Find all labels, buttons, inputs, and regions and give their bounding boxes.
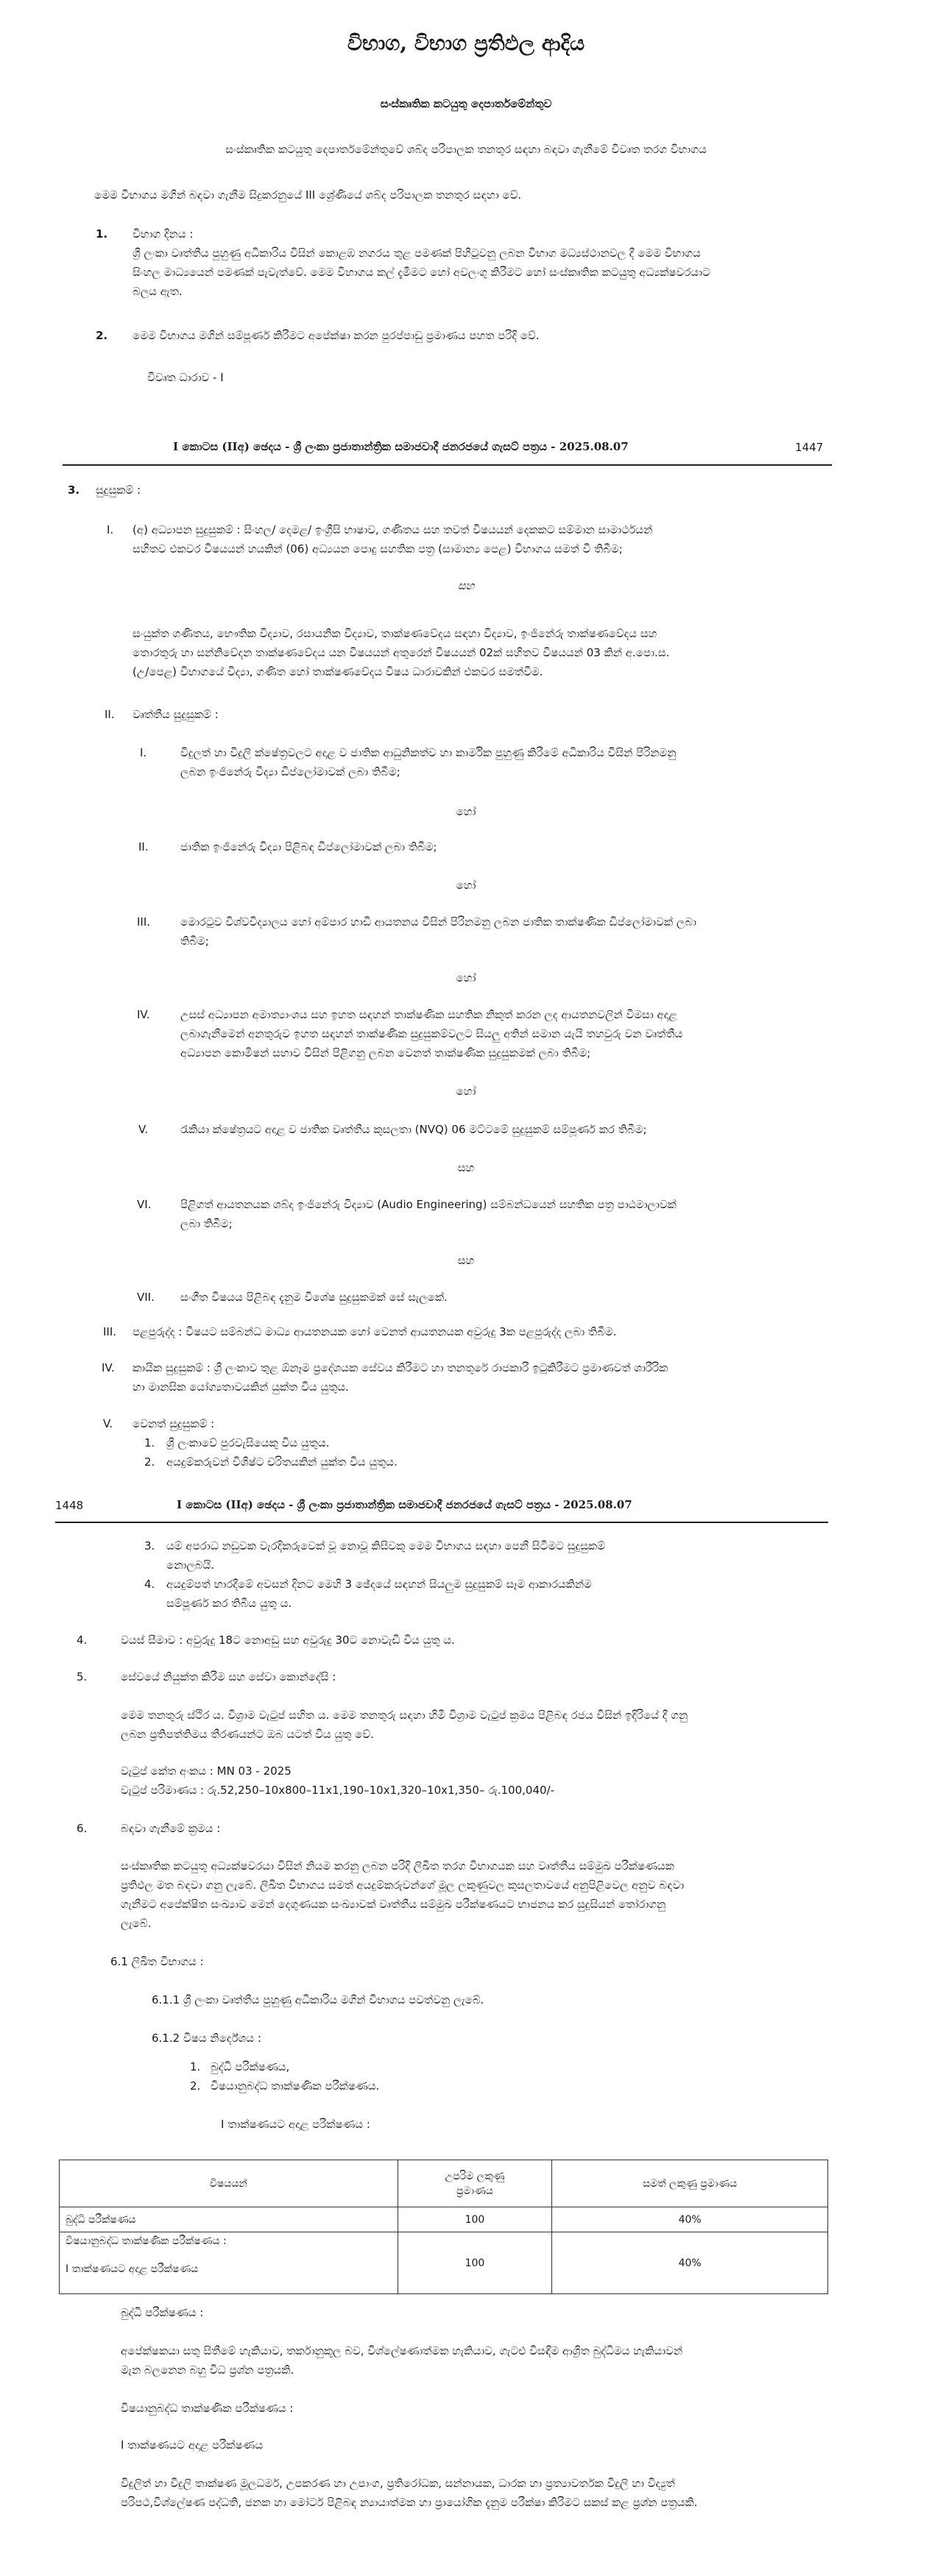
section-4-number: 4. bbox=[77, 1633, 88, 1647]
section-6-heading: බඳවා ගැනීමේ ක්‍රමය : bbox=[121, 1822, 221, 1835]
iq-test-heading: බුද්ධි පරීක්ෂණය : bbox=[121, 2306, 204, 2319]
subsection-6-1-1: 6.1.1 ශ්‍රී ලංකා වෘත්තීය පුහුණු අධිකාරිය මගින් විභාගය පවත්වනු ලැබේ. bbox=[152, 1993, 484, 2006]
list-item-number: V. bbox=[138, 1123, 149, 1136]
salary-scale: වැටුප් පරිමාණය : රු.52,250–10x800–11x1,190–10x1,320–10x1,350– රු.100,040/- bbox=[121, 1784, 555, 1797]
roman-I: I. bbox=[107, 523, 114, 536]
technical-text: විදුලිත් හා විදුලි තාක්ෂණ මූලධර්ම, උපකරණ හා උපාංග, ප්‍රතිරෝධක, සන්නායක, ධාරක හා ප්‍රත්‍යාවර්තක විදුලි හා විද්‍යුත් bbox=[121, 2477, 675, 2490]
technical-sub-heading: I තාක්ෂණයට අදාළ පරීක්ෂණය bbox=[121, 2438, 264, 2452]
list-item: බුද්ධි පරීක්ෂණය, bbox=[211, 2060, 290, 2073]
section-2-text: මෙම විභාගය මගින් සම්පූර්ණ කිරීමට අපේක්ෂා කරන පුරප්පාඩු ප්‍රමාණය පහත පරිදි වේ. bbox=[133, 329, 540, 342]
gazette-header: I කොටස (IIඅ) ඡෙදය - ශ්‍රී ලංකා ප්‍රජාතාන්ත්‍රික සමාජවාදී ජනරජයේ ගැසට් පත්‍රය - 2025.08.07 bbox=[177, 1498, 632, 1511]
roman-II: II. bbox=[105, 708, 115, 721]
exam-title: සංස්කෘතික කටයුතු දෙපාර්තමේන්තුවේ ශබ්ද පරිපාලක තනතුර සඳහා බඳවා ගැනීමේ විවෘත තරග විභාගය bbox=[225, 143, 707, 156]
list-item: යම් අපරාධ නඩුවක වැරදිකරුවෙක් වූ නොවූ කිසිවකු මෙම විභාගය සඳහා පෙනී සිටීමට සුදුසුකම් bbox=[166, 1539, 605, 1553]
recruitment-text: ප්‍රතිඵල මත බඳවා ගනු ලැබේ. ලිඛිත විභාගය සමත් අයදුම්කරුවන්ගේ මූල ලකුණුවල කුසලතාවයේ අනුපිළිවෙල අනුව බඳවා bbox=[121, 1878, 685, 1892]
list-item-number: 1. bbox=[190, 2060, 201, 2073]
iq-test-text: මැන බලනෙන බහු විධ ප්‍රශ්න පත්‍රයකි. bbox=[121, 2363, 294, 2377]
professional-heading: වෘත්තීය සුදුසුකම් : bbox=[133, 708, 219, 721]
list-item: විදුලත් හා විදුලි ක්ෂේත්‍රවලට අදාළ ව ජාතික ආධුනිකත්ව හා කාර්මික පුහුණු කිරීමේ අධිකාරිය විසින් පිරිනමනු bbox=[180, 746, 677, 759]
connector-ho: හෝ bbox=[456, 971, 476, 984]
list-item: තිබීම; bbox=[180, 934, 209, 948]
roman-III: III. bbox=[103, 1325, 117, 1338]
education-line: (උ/පෙළ) විභාගයේ විද්‍යා, ගණිත හෝ තාක්ෂණවේදය විෂය ධාරාවකින් එකවර සමත්වීම. bbox=[133, 665, 543, 678]
list-item: ජාතික ඉංජිනේරු විද්‍යා පිළිබඳ ඩිප්ලෝමාවක් ලබා තිබීම; bbox=[180, 840, 437, 854]
table-cell: 40% bbox=[552, 2207, 828, 2232]
list-item: සංගීත විෂයය පිළිබඳ දැනුම විශේෂ සුදුසුකමක් සේ සැලකේ. bbox=[180, 1291, 448, 1304]
iq-test-text: අපේක්ෂකයා සතු සිතීමේ හැකියාව, තර්කානුකූල බව, විශ්ලේෂණාත්මක හැකියාව, ගැටළු විසඳීම ආශ්‍රිත බුද්ධිමය හැකියාවන් bbox=[121, 2344, 683, 2357]
connector-ho: හෝ bbox=[456, 805, 476, 818]
section-1-heading: විභාග දිනය : bbox=[133, 227, 194, 241]
education-line: සංයුක්ත ගණිතය, භෞතික විද්‍යාව, රසායනික විද්‍යාව, තාක්ෂණවේදය සඳහා විද්‍යාව, ඉංජිනේරු තාක්ෂණවේදය සහ bbox=[133, 627, 657, 640]
table-header-row bbox=[60, 2160, 828, 2207]
table-cell: බුද්ධි පරීක්ෂණය bbox=[60, 2207, 398, 2232]
table-cell: 100 bbox=[398, 2232, 552, 2294]
intro-text: මෙම විභාගය මගින් බඳවා ගැනීම සිදුකරනුයේ III ශ්‍රේණියේ ශබ්ද පරිපාලක තනතුර සඳහා වේ. bbox=[94, 188, 522, 202]
table-cell: 40% bbox=[552, 2232, 828, 2294]
list-item-number: III. bbox=[137, 915, 151, 929]
list-item-number: 3. bbox=[144, 1539, 155, 1553]
table-row bbox=[60, 2207, 828, 2232]
section-1-line: බලය ඇත. bbox=[133, 285, 183, 298]
physical-text: හා මානසික යෝග්‍යතාවයකින් යුක්ත විය යුතුය. bbox=[133, 1380, 349, 1394]
recruitment-text: සංස්කෘතික කටයුතු අධ්‍යක්ෂවරයා විසින් නියම කරනු ලබන පරිදි ලිඛිත තරග විභාගයක සහ වෘත්තීය සම්මුඛ පරීක්ෂණයක bbox=[121, 1859, 674, 1873]
list-item-number: IV. bbox=[137, 1008, 150, 1021]
list-item: අයදුම්පත් භාරදීමේ අවසන් දිනට මෙහි 3 ඡේදයේ සඳහන් සියලුම සුදුසුකම් සෑම ආකාරයකින්ම bbox=[166, 1578, 592, 1591]
list-item: ශ්‍රී ලංකාවේ පුරවැසියෙකු විය යුතුය. bbox=[166, 1436, 330, 1450]
section-5-heading: සේවයේ නියුක්ත කිරීම සහ සේවා කොන්දේසි : bbox=[121, 1670, 336, 1683]
table-row bbox=[60, 2232, 828, 2294]
list-item-number: I. bbox=[140, 746, 147, 759]
section-3-heading: සුදුසුකම් : bbox=[96, 483, 141, 497]
list-item-number: VI. bbox=[137, 1198, 152, 1211]
physical-text: කායික සුදුසුකම් : ශ්‍රී ලංකාව තුළ ඕනෑම ප්‍රදේශයක සේවය කිරීමට හා තනතුරේ රාජකාරී ඉටුකිරීමට ප්‍රමාණවත් ශාරීරික bbox=[133, 1361, 668, 1374]
education-line: (අ) අධ්‍යාපන සුදුසුකම් : සිංහල/ දෙමළ/ ඉංග්‍රීසි භාෂාව, ගණිතය සහ තවත් විෂයයන් දෙකකට සම්මාන සාමාර්ථයන් bbox=[133, 523, 653, 536]
education-line: සහිතව එකවර විෂයයන් හයකින් (06) අධ්‍යයන පොදු සහතික පත්‍ර (සාමාන්‍ය පෙළ) විභාගය සමත් වී තිබීම; bbox=[133, 542, 623, 556]
salary-code: වැටුප් කේත අංකය : MN 03 - 2025 bbox=[121, 1764, 292, 1778]
list-item: අයදුම්කරුවන් විශිෂ්ට චරිතයකින් යුක්ත විය යුතුය. bbox=[166, 1455, 398, 1469]
list-item-number: 1. bbox=[144, 1436, 155, 1450]
page-number: 1447 bbox=[795, 441, 824, 454]
list-item: සම්පූර්ණ කර තිබිය යුතු ය. bbox=[166, 1597, 292, 1610]
technical-test-heading: විෂයානුබද්ධ තාක්ෂණික පරීක්ෂණය : bbox=[121, 2402, 294, 2415]
section-1-number: 1. bbox=[96, 227, 108, 241]
subsection-6-1: 6.1 ලිඛිත විභාගය : bbox=[110, 1955, 204, 1968]
list-item: පිළිගත් ආයතනයක ශබ්ද ඉංජිනේරු විද්‍යාව (Audio Engineering) සම්බන්ධයෙන් සහතික පත්‍ර පාඨමාලාවක් bbox=[180, 1198, 677, 1211]
connector-saha: සහ bbox=[457, 1161, 475, 1174]
list-item: ලබා තිබීම; bbox=[180, 1217, 233, 1230]
sub-list-heading: I තාක්ෂණයට අදාළ පරීක්ෂණය : bbox=[221, 2118, 370, 2131]
list-item: අධ්‍යාපන කොමිෂන් සභාව විසින් පිළිගනු ලබන වෙනත් තාක්ෂණික සුදුසුකමක් ලබා තිබීම; bbox=[180, 1046, 591, 1060]
experience-text: පළපුරුද්ද : විෂයට සම්බන්ධ මාධ්‍ය ආයතනයක හෝ වෙනත් ආයතනයක අවුරුදු 3ක පළපුරුද්ද ලබා තිබීම. bbox=[133, 1325, 617, 1338]
page-title: විභාග, විභාග ප්‍රතිඵල ආදිය bbox=[347, 31, 585, 55]
age-limit-text: වයස් සීමාව : අවුරුදු 18ට නොඅඩු සහ අවුරුදු 30ට නොවැඩි විය යුතු ය. bbox=[121, 1633, 455, 1647]
service-text: මෙම තනතුරු ස්ථිර ය. විශ්‍රාම වැටුප් සහිත ය. මෙම තනතුරු සඳහා හිමි විශ්‍රාම වැටුප් ක්‍රමය පිළිබඳ රජය විසින් ඉදිරියේ දී ගනු bbox=[121, 1709, 688, 1722]
section-1-line: ශ්‍රී ලංකා වෘත්තීය පුහුණු අධිකාරිය විසින් කොළඹ නගරය තුළ පමණක් පිහිටුවනු ලබන විභාග මධ්‍යස්ථානවල දී මෙම විභාගය bbox=[133, 246, 701, 260]
list-item-number: II. bbox=[138, 840, 149, 854]
list-item: විෂයානුබද්ධ තාක්ෂණික පරීක්ෂණය. bbox=[211, 2079, 380, 2093]
other-heading: වෙනත් සුදුසුකම් : bbox=[133, 1417, 215, 1430]
table-header: සමත් ලකුණු ප්‍රමාණය bbox=[552, 2160, 828, 2207]
list-item-number: 4. bbox=[144, 1578, 155, 1591]
technical-text: පරිපථ,විශ්ලේෂණ පද්ධති, ජනක හා මෝටර් පිළිබඳ න්‍යායාත්මක හා ප්‍රායෝගික දැනුම පරීක්ෂා කිරීමට සකස් කළ ප්‍රශ්න පත්‍රයකි. bbox=[121, 2496, 698, 2509]
list-item: ලබාගැනීමෙන් අනතුරුව ඉහත සඳහන් තාක්ෂණික සුදුසුකම්වලට සියලු අතින් සමාන යැයි තහවුරු වන වෘත්තීය bbox=[180, 1027, 683, 1040]
department-name: සංස්කෘතික කටයුතු දෙපාර්තමේන්තුව bbox=[380, 97, 552, 110]
list-item-number: VII. bbox=[137, 1291, 155, 1304]
table-header-line: ප්‍රමාණය bbox=[456, 2185, 493, 2197]
marks-table bbox=[59, 2160, 828, 2294]
header-rule bbox=[55, 1522, 828, 1523]
vacancy-count: විවෘත ධාරාව - I bbox=[147, 371, 224, 384]
connector-saha: සහ bbox=[457, 579, 475, 592]
list-item: මොරටුව විශ්වවිද්‍යාලය හෝ අම්පාර හාඩි ආයතනය විසින් පිරිනමනු ලබන ජාතික තාක්ෂණික ඩිප්ලෝමාවක් ලබා bbox=[180, 915, 696, 929]
connector-saha: සහ bbox=[457, 1254, 475, 1267]
table-cell-line: I තාක්ෂණයට අදාළ පරීක්ෂණය bbox=[66, 2263, 199, 2275]
section-5-number: 5. bbox=[77, 1670, 88, 1683]
education-line: තොරතුරු හා සන්නිවේදන තාක්ෂණවේදය යන විෂයයන් අතුරෙන් විෂයයන් 02ක් සහිතව විෂයයන් 03 කින් අ.පො.ස. bbox=[133, 646, 670, 659]
list-item: නොලබයි. bbox=[166, 1558, 215, 1572]
recruitment-text: ගැනීමට අපේක්ෂිත සංඛ්‍යාව මෙන් දෙගුණයක සංඛ්‍යාවක් වෘත්තීය සම්මුඛ පරීක්ෂණයට භාජනය කර සුදුසියන් තෝරාගනු bbox=[121, 1898, 666, 1911]
list-item: ලබන ඉංජිනේරු විද්‍යා ඩිප්ලෝමාවක් ලබා තිබීම; bbox=[180, 765, 400, 778]
gazette-header: I කොටස (IIඅ) ඡෙදය - ශ්‍රී ලංකා ප්‍රජාතාන්ත්‍රික සමාජවාදී ජනරජයේ ගැසට් පත්‍රය - 2025.08.07 bbox=[173, 440, 629, 453]
roman-IV: IV. bbox=[102, 1361, 115, 1374]
roman-V: V. bbox=[103, 1417, 113, 1430]
table-cell: 100 bbox=[398, 2207, 552, 2232]
section-1-line: සිංහල මාධ්‍යයෙන් පමණක් පැවැත්වේ. මෙම විභාගය කල් දැමීමට හෝ අවලංගු කිරීමට හෝ සංස්කෘතික කටයුතු අධ්‍යක්ෂවරයාට bbox=[133, 266, 710, 279]
section-3-number: 3. bbox=[68, 483, 80, 497]
table-cell bbox=[60, 2232, 398, 2294]
connector-ho: හෝ bbox=[456, 879, 476, 892]
section-2-number: 2. bbox=[96, 329, 108, 342]
service-text: ලබන ප්‍රතිපත්තිමය තීරණයන්ට ඔබ යටත් විය යුතු වේ. bbox=[121, 1728, 374, 1741]
table-header bbox=[398, 2160, 552, 2207]
header-rule bbox=[63, 464, 832, 466]
list-item-number: 2. bbox=[144, 1455, 155, 1469]
connector-ho: හෝ bbox=[456, 1085, 476, 1098]
section-6-number: 6. bbox=[77, 1822, 88, 1835]
subsection-6-1-2: 6.1.2 විෂය නිර්දේශය : bbox=[152, 2032, 261, 2045]
table-header-line: උපරිම ලකුණු bbox=[445, 2170, 505, 2182]
table-cell-line: විෂයානුබද්ධ තාක්ෂණික පරීක්ෂණය : bbox=[66, 2235, 227, 2247]
page-number: 1448 bbox=[55, 1499, 84, 1512]
table-header: විෂයයන් bbox=[60, 2160, 398, 2207]
list-item: උසස් අධ්‍යාපන අමාත්‍යාංශය සහ ඉහත සඳහන් තාක්ෂණික සහතික නිකුත් කරන ලද ආයතනවලින් විමසා අදාළ bbox=[180, 1008, 677, 1021]
recruitment-text: ලැබේ. bbox=[121, 1917, 152, 1930]
list-item: රැකියා ක්ෂේත්‍රයට අදාළ ව ජාතික වෘත්තීය කුසලතා (NVQ) 06 මට්ටමේ සුදුසුකම් සම්පූර්ණ කර තිබීම; bbox=[180, 1123, 647, 1136]
list-item-number: 2. bbox=[190, 2079, 201, 2093]
